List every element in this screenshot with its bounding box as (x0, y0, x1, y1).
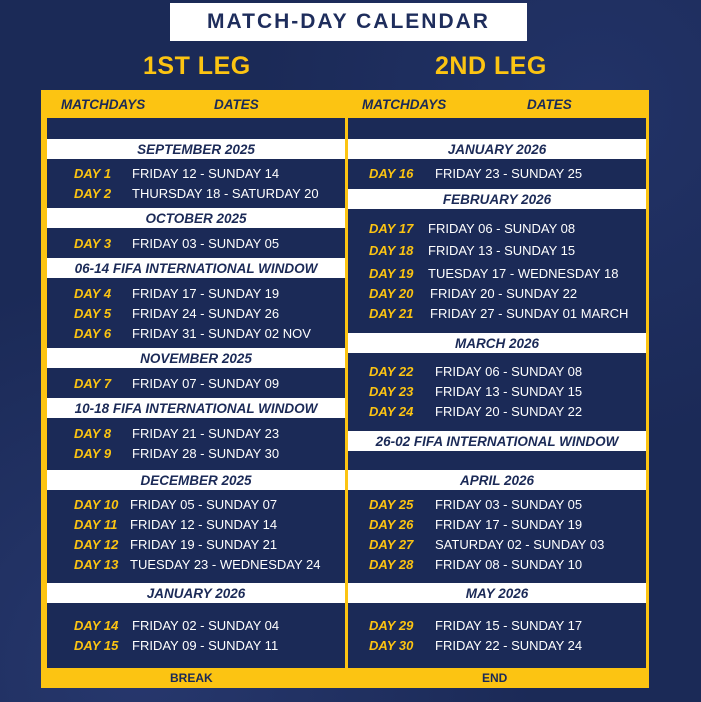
leg2-date-range: FRIDAY 20 - SUNDAY 22 (430, 286, 578, 301)
leg2-date-range: FRIDAY 17 - SUNDAY 19 (435, 517, 583, 532)
leg2-day-label: DAY 20 (369, 286, 414, 301)
leg1-month-band: OCTOBER 2025 (47, 208, 345, 228)
leg1-date-range: FRIDAY 21 - SUNDAY 23 (132, 426, 280, 441)
leg2-day-label: DAY 17 (369, 221, 414, 236)
leg1-day-label: DAY 5 (74, 306, 112, 321)
leg2-date-range: FRIDAY 22 - SUNDAY 24 (435, 638, 583, 653)
leg2-date-range: FRIDAY 06 - SUNDAY 08 (428, 221, 576, 236)
leg1-month-band: DECEMBER 2025 (47, 470, 345, 490)
leg2-day-label: DAY 30 (369, 638, 414, 653)
leg2-day-label: DAY 16 (369, 166, 414, 181)
leg1-month-band: SEPTEMBER 2025 (47, 139, 345, 159)
page-title-box (170, 3, 527, 41)
leg2-date-range: SATURDAY 02 - SUNDAY 03 (435, 537, 605, 552)
leg2-day-label: DAY 21 (369, 306, 414, 321)
leg1-day-label: DAY 14 (74, 618, 119, 633)
leg2-day-label: DAY 29 (369, 618, 414, 633)
leg2-matchdays-header: MATCHDAYS (362, 97, 447, 112)
leg1-month-band: JANUARY 2026 (47, 583, 345, 603)
leg2-date-range: FRIDAY 13 - SUNDAY 15 (428, 243, 576, 258)
page-title: MATCH-DAY CALENDAR (207, 10, 490, 33)
leg2-title: 2ND LEG (435, 52, 547, 80)
leg1-date-range: FRIDAY 12 - SUNDAY 14 (132, 166, 280, 181)
leg1-date-range: FRIDAY 28 - SUNDAY 30 (132, 446, 280, 461)
leg1-title: 1ST LEG (143, 52, 251, 80)
leg1-day-label: DAY 2 (74, 186, 112, 201)
leg1-month-band: NOVEMBER 2025 (47, 348, 345, 368)
leg2-date-range: FRIDAY 06 - SUNDAY 08 (435, 364, 583, 379)
leg1-day-label: DAY 10 (74, 497, 119, 512)
leg2-month-band: MAY 2026 (348, 583, 646, 603)
leg2-month-band: APRIL 2026 (348, 470, 646, 490)
leg1-date-range: FRIDAY 24 - SUNDAY 26 (132, 306, 280, 321)
leg1-footer-break: BREAK (170, 671, 213, 685)
leg1-date-range: FRIDAY 07 - SUNDAY 09 (132, 376, 280, 391)
leg2-date-range: FRIDAY 23 - SUNDAY 25 (435, 166, 583, 181)
leg1-date-range: FRIDAY 09 - SUNDAY 11 (132, 638, 279, 653)
leg1-day-label: DAY 15 (74, 638, 119, 653)
leg2-day-label: DAY 26 (369, 517, 414, 532)
leg2-day-label: DAY 22 (369, 364, 414, 379)
leg1-date-range: FRIDAY 12 - SUNDAY 14 (130, 517, 278, 532)
leg1-fifa-window-band: 06-14 FIFA INTERNATIONAL WINDOW (47, 258, 345, 278)
leg2-day-label: DAY 27 (369, 537, 414, 552)
leg2-day-label: DAY 18 (369, 243, 414, 258)
leg2-day-label: DAY 23 (369, 384, 414, 399)
leg2-month-band: FEBRUARY 2026 (348, 189, 646, 209)
leg1-date-range: FRIDAY 19 - SUNDAY 21 (130, 537, 278, 552)
leg2-date-range: FRIDAY 20 - SUNDAY 22 (435, 404, 583, 419)
leg1-date-range: FRIDAY 05 - SUNDAY 07 (130, 497, 278, 512)
leg1-day-label: DAY 1 (74, 166, 112, 181)
leg2-day-label: DAY 19 (369, 266, 414, 281)
leg1-fifa-window-band: 10-18 FIFA INTERNATIONAL WINDOW (47, 398, 345, 418)
leg2-footer-end: END (482, 671, 508, 685)
leg1-day-label: DAY 11 (74, 517, 118, 532)
leg1-day-label: DAY 4 (74, 286, 112, 301)
leg2-dates-header: DATES (527, 97, 572, 112)
leg2-date-range: FRIDAY 03 - SUNDAY 05 (435, 497, 583, 512)
leg1-day-label: DAY 6 (74, 326, 112, 341)
leg2-date-range: FRIDAY 13 - SUNDAY 15 (435, 384, 583, 399)
leg1-date-range: TUESDAY 23 - WEDNESDAY 24 (130, 557, 321, 572)
leg2-date-range: TUESDAY 17 - WEDNESDAY 18 (428, 266, 619, 281)
leg2-fifa-window-band: 26-02 FIFA INTERNATIONAL WINDOW (348, 431, 646, 451)
leg1-day-label: DAY 9 (74, 446, 112, 461)
leg2-day-label: DAY 28 (369, 557, 414, 572)
leg1-day-label: DAY 12 (74, 537, 119, 552)
leg1-date-range: FRIDAY 02 - SUNDAY 04 (132, 618, 280, 633)
leg2-month-band: MARCH 2026 (348, 333, 646, 353)
leg1-day-label: DAY 3 (74, 236, 112, 251)
leg2-month-band: JANUARY 2026 (348, 139, 646, 159)
leg1-day-label: DAY 8 (74, 426, 112, 441)
leg2-date-range: FRIDAY 27 - SUNDAY 01 MARCH (430, 306, 629, 321)
leg2-date-range: FRIDAY 08 - SUNDAY 10 (435, 557, 583, 572)
leg2-day-label: DAY 25 (369, 497, 414, 512)
leg1-date-range: THURSDAY 18 - SATURDAY 20 (132, 186, 319, 201)
leg1-day-label: DAY 7 (74, 376, 112, 391)
leg1-dates-header: DATES (214, 97, 259, 112)
leg2-day-label: DAY 24 (369, 404, 414, 419)
leg1-date-range: FRIDAY 31 - SUNDAY 02 NOV (132, 326, 311, 341)
leg2-date-range: FRIDAY 15 - SUNDAY 17 (435, 618, 583, 633)
leg1-matchdays-header: MATCHDAYS (61, 97, 146, 112)
leg1-day-label: DAY 13 (74, 557, 119, 572)
leg1-date-range: FRIDAY 03 - SUNDAY 05 (132, 236, 280, 251)
leg1-date-range: FRIDAY 17 - SUNDAY 19 (132, 286, 280, 301)
